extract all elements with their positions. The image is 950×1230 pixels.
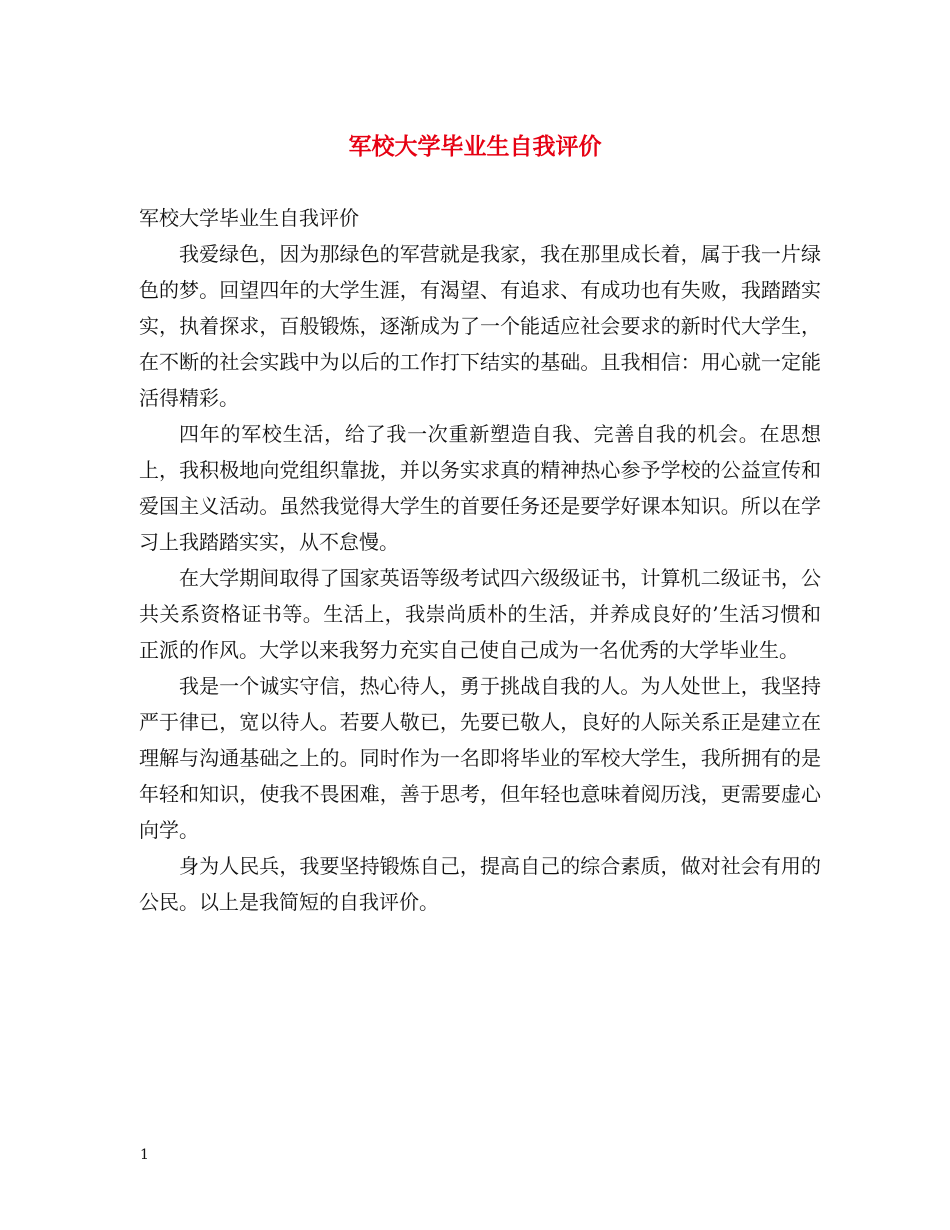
document-body: [139, 200, 821, 920]
paragraph-5: 身为人民兵，我要坚持锻炼自己，提高自己的综合素质，做对社会有用的公民。以上是我简短的自我评价。: [139, 854, 821, 914]
paragraph-4: 我是一个诚实守信，热心待人，勇于挑战自我的人。为人处世上，我坚持严于律已，宽以待人。若要人敬已，先要已敬人，良好的人际关系正是建立在理解与沟通基础之上的。同时作为一名即将毕业的军校大学生，我所拥有的是年轻和知识，使我不畏困难，善于思考，但年轻也意味着阅历浅，更需要虚心向学。: [139, 674, 821, 842]
paragraph-2: 四年的军校生活，给了我一次重新塑造自我、完善自我的机会。在思想上，我积极地向党组织靠拢，并以务实求真的精神热心参予学校的公益宣传和爱国主义活动。虽然我觉得大学生的首要任务还是要学好课本知识。所以在学习上我踏踏实实，从不怠慢。: [139, 422, 821, 554]
page-number: 1: [140, 1147, 149, 1163]
paragraph-1: 我爱绿色，因为那绿色的军营就是我家，我在那里成长着，属于我一片绿色的梦。回望四年的大学生涯，有渴望、有追求、有成功也有失败，我踏踏实实，执着探求，百般锻炼，逐渐成为了一个能适应社会要求的新时代大学生，在不断的社会实践中为以后的工作打下结实的基础。且我相信：用心就一定能活得精彩。: [139, 242, 821, 410]
document-subtitle: 军校大学毕业生自我评价: [139, 206, 359, 230]
document-title: 军校大学毕业生自我评价: [348, 133, 602, 160]
paragraph-3: 在大学期间取得了国家英语等级考试四六级级证书，计算机二级证书，公共关系资格证书等。生活上，我崇尚质朴的生活，并养成良好的’生活习惯和正派的作风。大学以来我努力充实自己使自己成为一名优秀的大学毕业生。: [139, 566, 821, 662]
